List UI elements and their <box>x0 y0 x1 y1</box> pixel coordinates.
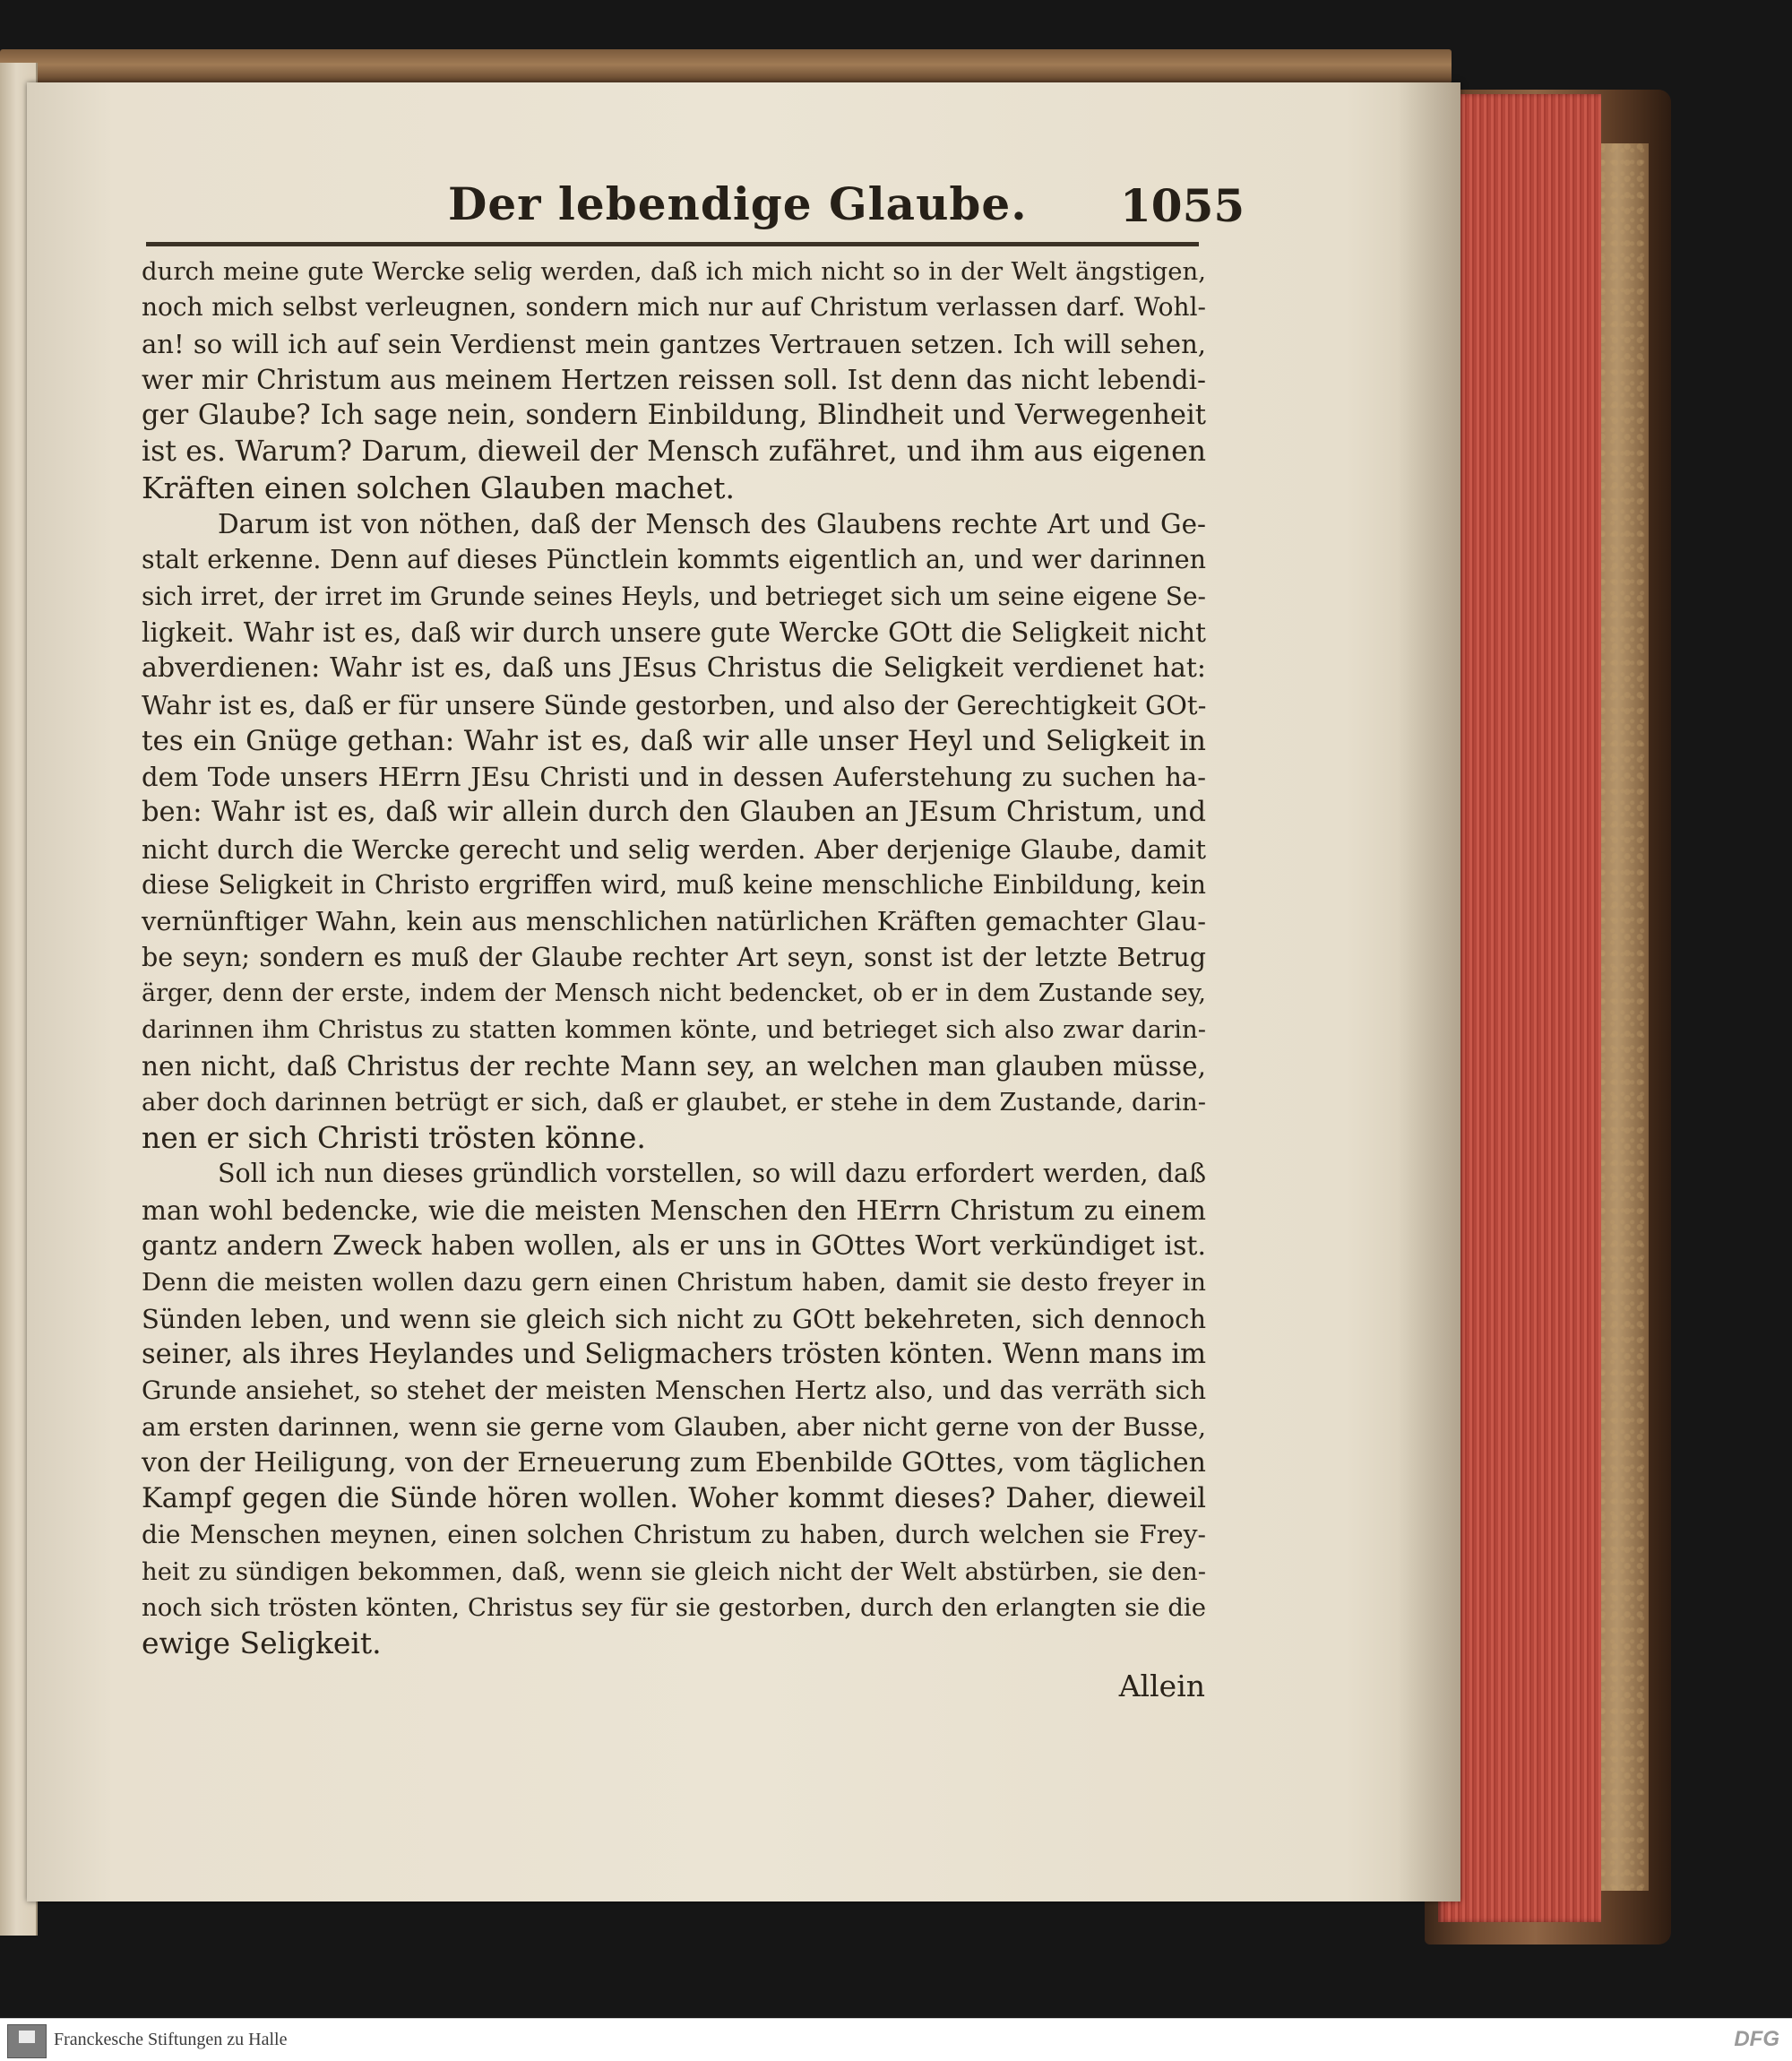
text-line: ben: Wahr ist es, daß wir allein durch den Glauben an JEsum Christum, und <box>142 797 1206 829</box>
text-line: vernünftiger Wahn, kein aus menschlichen natürlichen Kräften gemachter Glau- <box>142 906 1206 937</box>
book-binding-top <box>0 49 1452 83</box>
text-line: nicht durch die Wercke gerecht und selig werden. Aber derjenige Glaube, damit <box>142 833 1206 865</box>
catchword: Allein <box>1118 1669 1205 1703</box>
text-line: ewige Seligkeit. <box>142 1626 382 1661</box>
logo-emblem <box>19 2031 35 2043</box>
red-page-edges <box>1438 94 1601 1922</box>
text-line: Denn die meisten wollen dazu gern einen Christum haben, damit sie desto freyer in <box>142 1268 1206 1298</box>
text-line: gantz andern Zweck haben wollen, als er uns in GOttes Wort verkündiget ist. <box>142 1230 1206 1263</box>
text-line: noch mich selbst verleugnen, sondern mich nur auf Christum verlassen darf. Wohl- <box>142 292 1206 323</box>
text-line: Kräften einen solchen Glauben machet. <box>142 470 736 505</box>
running-header: Der lebendige Glaube. <box>448 177 1028 230</box>
text-line: wer mir Christum aus meinem Hertzen reissen soll. Ist denn das nicht lebendi- <box>142 364 1206 395</box>
text-line: seiner, als ihres Heylandes und Seligmachers trösten könten. Wenn mans im <box>142 1338 1206 1370</box>
text-line: be seyn; sondern es muß der Glaube rechter Art seyn, sonst ist der letzte Betrug <box>142 942 1206 972</box>
text-line: aber doch darinnen betrügt er sich, daß er glaubet, er stehe in dem Zustande, darin- <box>142 1087 1206 1117</box>
text-line: ger Glaube? Ich sage nein, sondern Einbildung, Blindheit und Verwegenheit <box>142 400 1206 432</box>
text-line: nen nicht, daß Christus der rechte Mann sey, an welchen man glauben müsse, <box>142 1050 1206 1082</box>
institution-logo-icon <box>7 2024 47 2058</box>
page-gutter-shadow <box>1398 82 1460 1901</box>
body-text <box>142 254 1206 1705</box>
text-line: Kampf gegen die Sünde hören wollen. Woher kommt dieses? Daher, dieweil <box>142 1483 1206 1515</box>
text-line: an! so will ich auf sein Verdienst mein gantzes Vertrauen setzen. Ich will sehen, <box>142 328 1206 359</box>
text-line: Darum ist von nöthen, daß der Mensch des Glaubens rechte Art und Ge- <box>218 509 1206 540</box>
text-line: diese Seligkeit in Christo ergriffen wird, muß keine menschliche Einbildung, kein <box>142 870 1206 901</box>
text-line: Soll ich nun dieses gründlich vorstellen, so will dazu erfordert werden, daß <box>218 1159 1206 1189</box>
text-line: Wahr ist es, daß er für unsere Sünde gestorben, und also der Gerechtigkeit GOt- <box>142 689 1207 720</box>
text-line: sich irret, der irret im Grunde seines Heyls, und betrieget sich um seine eigene Se- <box>142 581 1206 611</box>
text-line: abverdienen: Wahr ist es, daß uns JEsus Christus die Seligkeit verdienet hat: <box>142 652 1206 685</box>
text-line: Grunde ansiehet, so stehet der meisten Menschen Hertz also, und das verräth sich <box>142 1375 1206 1406</box>
text-line: von der Heiligung, von der Erneuerung zum Ebenbilde GOttes, vom täglichen <box>142 1446 1206 1479</box>
text-line: Sünden leben, und wenn sie gleich sich nicht zu GOtt bekehreten, sich dennoch <box>142 1303 1206 1334</box>
text-line: nen er sich Christi trösten könne. <box>142 1120 646 1156</box>
text-line: durch meine gute Wercke selig werden, daß ich mich nicht so in der Welt ängstigen, <box>142 257 1206 286</box>
text-line: ist es. Warum? Darum, dieweil der Mensch zufähret, und ihm aus eigenen <box>142 435 1206 469</box>
text-line: man wohl bedencke, wie die meisten Menschen den HErrn Christum zu einem <box>142 1194 1206 1226</box>
institution-label: Franckesche Stiftungen zu Halle <box>54 2030 288 2049</box>
text-line: tes ein Gnüge gethan: Wahr ist es, daß wir alle unser Heyl und Seligkeit in <box>142 724 1206 757</box>
text-line: dem Tode unsers HErrn JEsu Christi und in dessen Auferstehung zu suchen ha- <box>142 762 1206 793</box>
dfg-badge: DFG <box>1734 2027 1779 2051</box>
text-line: am ersten darinnen, wenn sie gerne vom Glauben, aber nicht gerne von der Busse, <box>142 1411 1206 1442</box>
text-line: ärger, denn der erste, indem der Mensch nicht bedencket, ob er in dem Zustande sey, <box>142 979 1206 1007</box>
text-line: noch sich trösten könten, Christus sey für sie gestorben, durch den erlangten sie die <box>142 1592 1206 1622</box>
text-line: heit zu sündigen bekommen, daß, wenn sie gleich nicht der Welt abstürben, sie den- <box>142 1557 1206 1586</box>
footer-bar <box>0 2018 1792 2061</box>
text-line: die Menschen meynen, einen solchen Christum zu haben, durch welchen sie Frey- <box>142 1520 1206 1550</box>
text-line: darinnen ihm Christus zu statten kommen könte, und betrieget sich also zwar darin- <box>142 1015 1206 1045</box>
text-line: ligkeit. Wahr ist es, daß wir durch unsere gute Wercke GOtt die Seligkeit nicht <box>142 617 1206 648</box>
page-number: 1055 <box>1120 179 1245 232</box>
header-rule <box>146 242 1199 246</box>
text-line: stalt erkenne. Denn auf dieses Pünctlein kommts eigentlich an, und wer darinnen <box>142 545 1206 575</box>
